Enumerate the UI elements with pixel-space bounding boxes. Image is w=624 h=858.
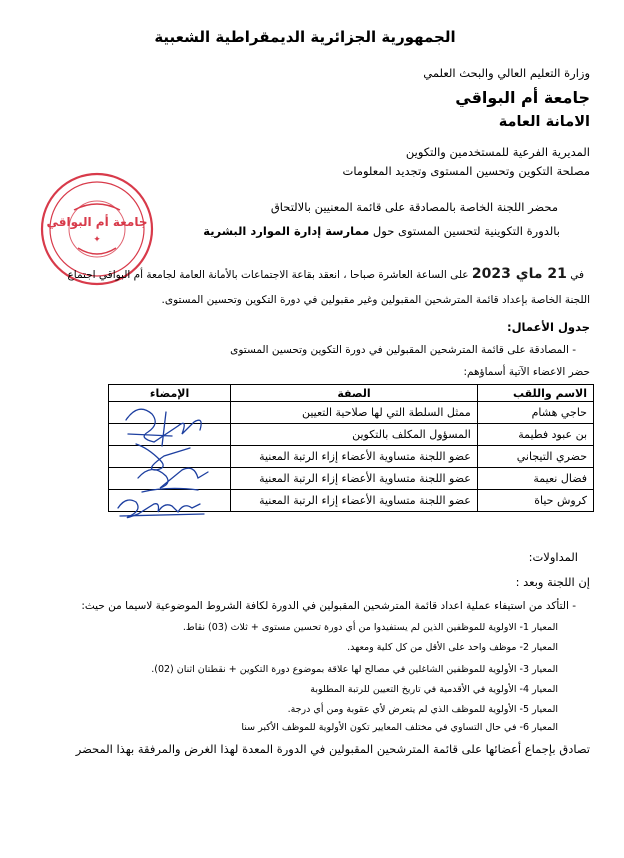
header-role: الصفة	[231, 385, 478, 402]
member-name: كروش حياة	[477, 490, 593, 512]
intro-prefix: في	[570, 269, 584, 281]
member-role: عضو اللجنة متساوية الأعضاء إزاء الرتبة المعنية	[231, 490, 478, 512]
member-name: بن عبود فطيمة	[477, 424, 593, 446]
ministry-line: وزارة التعليم العالي والبحث العلمي	[423, 66, 590, 80]
intro-line1-rest: على الساعة العاشرة صباحا ، انعقد بقاعة الاجتماعات بالأمانة العامة لجامعة أم البواقي اجتماع	[67, 269, 469, 281]
minutes-title-line1: محضر اللجنة الخاصة بالمصادقة على قائمة المعنيين بالالتحاق	[270, 200, 558, 214]
stamp-text: جامعة أم البواقي	[46, 215, 148, 229]
agenda-title: جدول الأعمال:	[506, 320, 590, 334]
member-role: عضو اللجنة متساوية الأعضاء إزاء الرتبة المعنية	[231, 446, 478, 468]
attendance-line: حضر الاعضاء الآتية أسماؤهم:	[463, 366, 590, 378]
republic-heading: الجمهورية الجزائرية الديمقراطية الشعبية	[154, 28, 456, 46]
member-role: ممثل السلطة التي لها صلاحية التعيين	[231, 402, 478, 424]
svg-text:✦: ✦	[93, 235, 101, 245]
header-signature: الإمضاء	[109, 385, 231, 402]
criterion-item: المعيار 5- الأولوية للموظف الذي لم يتعرض لأي عقوبة ومن أي درجة.	[287, 704, 558, 715]
intro-line1	[67, 266, 584, 282]
member-name: حضري التيجاني	[477, 446, 593, 468]
criterion-item: المعيار 4- الأولوية في الأقدمية في تاريخ التعيين للرتبة المطلوبة	[310, 684, 558, 695]
member-name: فضال نعيمة	[477, 468, 593, 490]
header-name: الاسم واللقب	[477, 385, 593, 402]
member-role: المسؤول المكلف بالتكوين	[231, 424, 478, 446]
signature-3	[138, 468, 208, 488]
signatures-overlay	[108, 398, 226, 526]
minutes-title-topic: ممارسة إدارة الموارد البشرية	[203, 224, 370, 238]
signature-2	[136, 444, 190, 470]
university-name: جامعة أم البواقي	[455, 88, 590, 107]
criterion-item: المعيار 2- موظف واحد على الأقل من كل كلية ومعهد.	[347, 642, 558, 653]
criterion-item: المعيار 1- الاولوية للموظفين الذين لم يستفيدوا من أي دورة تحسين مستوى + ثلاث (03) نقاط.	[182, 622, 558, 633]
member-name: حاجي هشام	[477, 402, 593, 424]
secretariat-name: الامانة العامة	[498, 114, 590, 130]
closing-statement: تصادق بإجماع أعضائها على قائمة المترشحين المقبولين في الدورة المعدة لهذا الغرض والمرفقة بهذا المحضر	[75, 742, 590, 756]
deliberations-title: المداولات:	[528, 550, 578, 564]
service-line: مصلحة التكوين وتحسين المستوى وتجديد المعلومات	[342, 164, 590, 178]
minutes-title-line2-a: بالدورة التكوينية لتحسين المستوى حول	[369, 224, 560, 238]
directorate-line: المديرية الفرعية للمستخدمين والتكوين	[405, 145, 590, 159]
handwritten-date: 21 ماي 2023	[471, 266, 567, 282]
minutes-title-line2	[203, 224, 560, 238]
agenda-item: - المصادقة على قائمة المترشحين المقبولين في دورة التكوين وتحسين المستوى	[230, 344, 576, 356]
member-role: عضو اللجنة متساوية الأعضاء إزاء الرتبة المعنية	[231, 468, 478, 490]
criterion-item: المعيار 3- الأولوية للموظفين الشاغلين في مصالح لها علاقة بموضوع دورة التكوين + نقطتان اثنان (02).	[151, 664, 558, 675]
criterion-item: المعيار 6- في حال التساوي في مختلف المعايير تكون الأولوية للموظف الأكبر سنا	[241, 722, 558, 733]
intro-line2: اللجنة الخاصة بإعداد قائمة المترشحين المقبولين وغير مقبولين في دورة التكوين وتحسين المستوى.	[161, 294, 590, 306]
verification-line: - التأكد من استيفاء عملية اعداد قائمة المترشحين المقبولين في الدورة لكافة الشروط الموضوعية لاسيما من حيث:	[81, 600, 576, 612]
deliberations-intro: إن اللجنة وبعد :	[515, 575, 590, 589]
